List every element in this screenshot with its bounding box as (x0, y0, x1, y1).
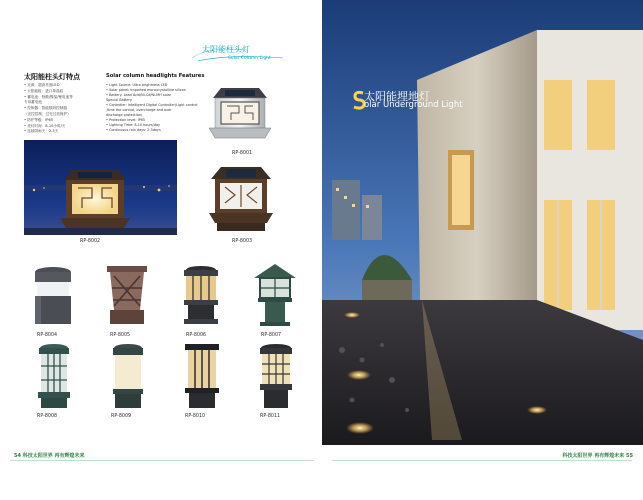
feature-cn-item: • 亮灯时间：8-10小时/天 (24, 123, 66, 128)
feature-en-item: • Controller: Intelligent Digital Controller(Light control (106, 103, 198, 107)
footer-right: 科技太阳世界 再有辉煌未来 55 (562, 453, 633, 459)
feature-cn-item: • 太阳能板：进口单晶硅 (24, 88, 64, 93)
feature-en-item: • Protection level: IP65 (106, 118, 145, 122)
section-title-cn: 太阳能柱头灯 (202, 45, 250, 54)
feature-cn-item: • 连续阴雨天：2-3天 (24, 129, 59, 134)
feature-cn-item: 专用蓄电池 (24, 100, 42, 105)
feature-cn-item: • 防护等级：IP65 (24, 117, 54, 122)
lamp-rp-8001-image (205, 82, 275, 148)
product-code: RP-8007 (261, 333, 282, 338)
feature-en-item: • Solar panel: Imported monocrystalline silicon (106, 88, 186, 92)
footer-rule-right (332, 460, 632, 461)
feature-cn-item: • 蓄电池：铅酸/镍氢/锂电池等 (24, 94, 73, 99)
feature-en-item: • Lighting Time: 8-10 hours/day (106, 123, 161, 127)
feature-cn-item: • 控制器：智能数码控制器 (24, 106, 67, 111)
lamp-rp-8007-image (252, 262, 298, 328)
product-code: RP-8010 (185, 414, 206, 419)
product-code: RP-8004 (37, 333, 58, 338)
lamp-rp-8009-image (106, 342, 150, 410)
feature-cn-item: • 光源：超高亮度LED (24, 83, 60, 87)
section-title-en: Solar Column Light (228, 56, 271, 61)
lamp-rp-8004-image (30, 264, 76, 328)
product-code: RP-8001 (232, 151, 253, 156)
product-code: RP-8006 (186, 333, 207, 338)
product-code: RP-8005 (110, 333, 131, 338)
underground-title-cn: 太阳能埋地灯 (364, 90, 430, 103)
feature-en-item: • Battery: Lead Acid/Ni-Cd/Ni-MH solar (106, 93, 172, 97)
lamp-rp-8008-image (32, 342, 76, 410)
footer-left: 54 科技太阳世界 再有辉煌未来 (14, 453, 85, 459)
features-en-title: Solar column headlights Features (106, 73, 205, 79)
product-code: RP-8008 (37, 414, 58, 419)
features-cn-title: 太阳能柱头灯特点 (24, 73, 80, 81)
product-code: RP-8009 (111, 414, 132, 419)
feature-cn-item: （光控控制、过充过放保护） (24, 111, 71, 116)
underground-light-photo (322, 0, 643, 445)
lamp-rp-8006-image (178, 264, 224, 328)
feature-en-item: discharge protection) (106, 113, 143, 117)
right-page (322, 0, 643, 500)
lamp-rp-8011-image (254, 342, 298, 410)
lamp-rp-8003-image (203, 163, 279, 235)
feature-en-item: Special Battery (106, 98, 132, 102)
feature-en-item: • Light Source: Ultra brightness LED (106, 83, 168, 87)
feature-en-item: ,time the control, overcharge and over (106, 108, 172, 112)
product-code: RP-8002 (80, 239, 101, 244)
features-en-list (106, 83, 206, 133)
footer-rule-left (10, 460, 314, 461)
lamp-rp-8010-image (180, 342, 224, 410)
product-code: RP-8003 (232, 239, 253, 244)
product-code: RP-8011 (260, 414, 281, 419)
lamp-rp-8005-image (104, 264, 150, 328)
lamp-rp-8002-photo (24, 140, 177, 235)
features-cn-list (24, 83, 116, 135)
underground-title-en: olar Underground Light (364, 100, 463, 110)
feature-en-item: • Continuous rain days: 2-3days (106, 128, 161, 132)
